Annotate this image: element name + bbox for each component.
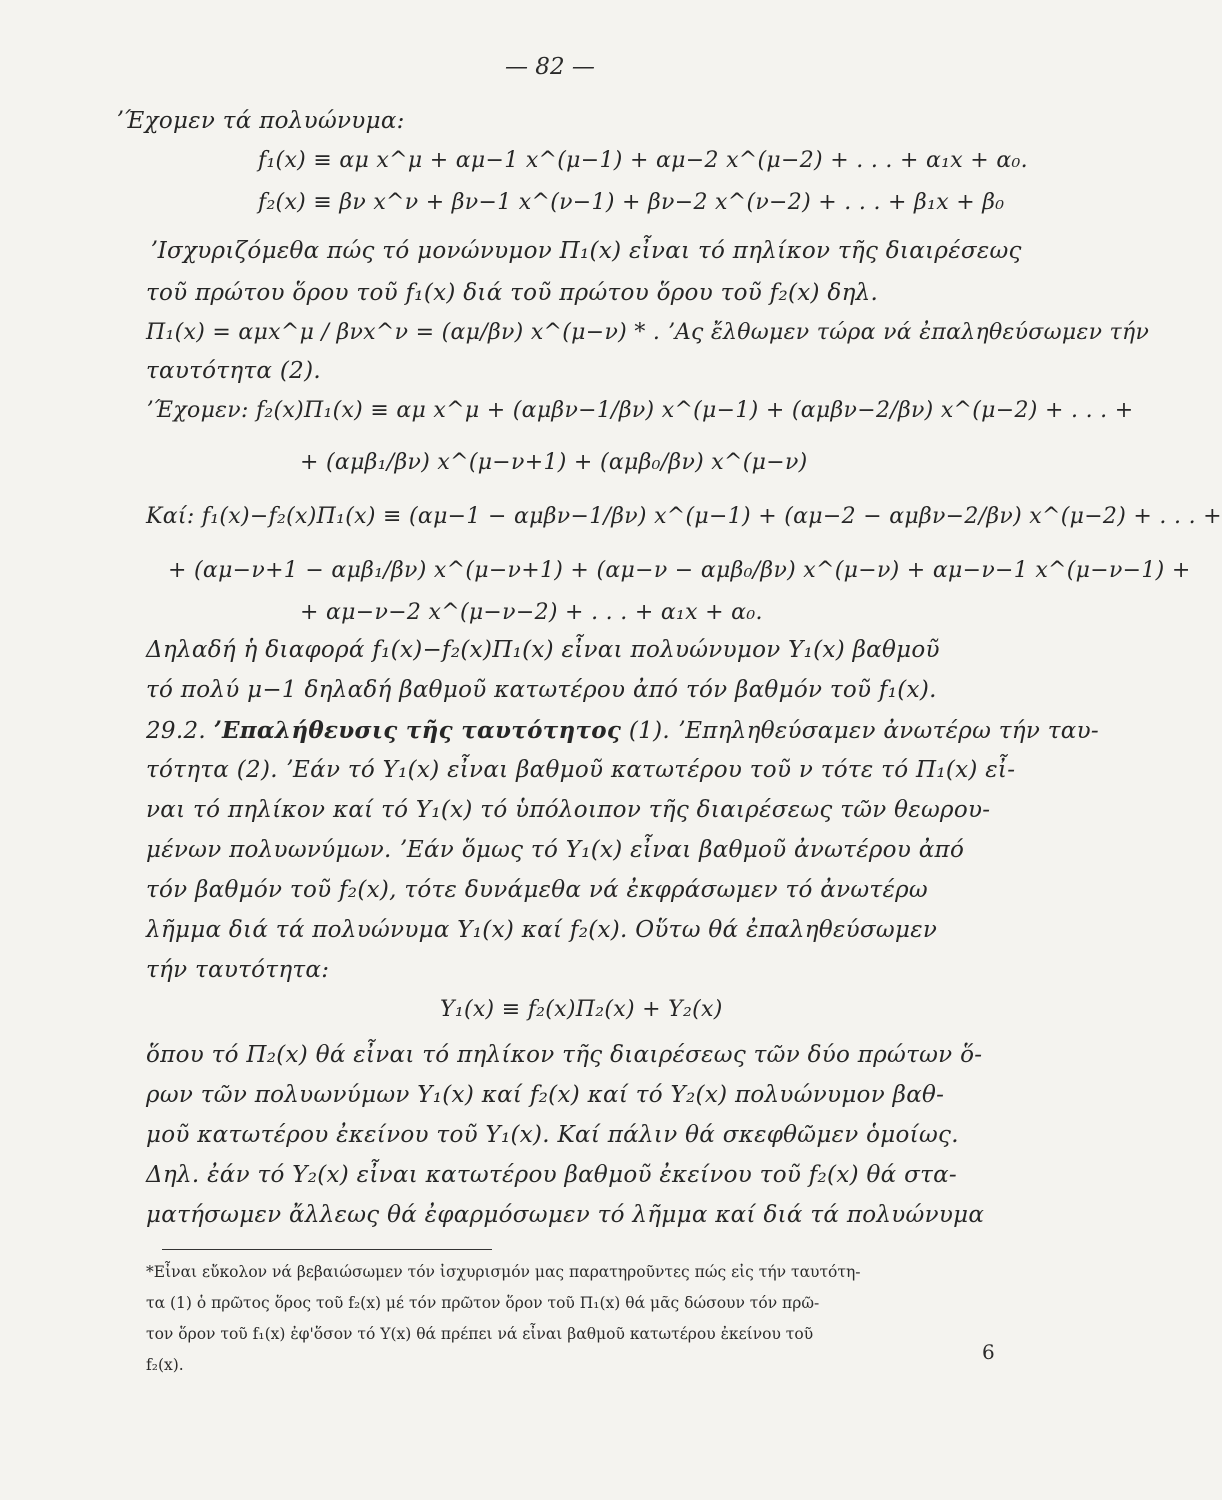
text-line-21: τήν ταυτότητα: <box>146 957 330 983</box>
equation-pi1: Π₁(x) = αμx^μ / βνx^ν = (αμ/βν) x^(μ−ν) * . ʼΑς ἔλθωμεν τώρα νά ἐπαληθεύσωμεν τήν <box>146 320 1150 345</box>
section-number: 29.2. <box>146 718 207 744</box>
equation-difference-end: + αμ−ν−2 x^(μ−ν−2) + . . . + α₁x + α₀. <box>300 600 763 625</box>
text-line-7: ταυτότητα (2). <box>146 358 321 384</box>
text-line-4: ʼΙσχυριζόμεθα πώς τό μονώνυμον Π₁(x) εἶναι τό πηλίκον τῆς διαιρέσεως <box>150 238 1022 264</box>
equation-f2-pi1-cont: + (αμβ₁/βν) x^(μ−ν+1) + (αμβ₀/βν) x^(μ−ν) <box>300 450 808 475</box>
equation-f2: f₂(x) ≡ βν x^ν + βν−1 x^(ν−1) + βν−2 x^(ν−2) + . . . + β₁x + β₀ <box>258 190 1005 215</box>
text-line-13: Δηλαδή ἡ διαφορά f₁(x)−f₂(x)Π₁(x) εἶναι πολυώνυμον Υ₁(x) βαθμοῦ <box>146 637 940 663</box>
text-line-18: μένων πολυωνύμων. ʼΕάν ὅμως τό Υ₁(x) εἶναι βαθμοῦ ἀνωτέρου ἀπό <box>146 837 965 863</box>
equation-f1: f₁(x) ≡ αμ x^μ + αμ−1 x^(μ−1) + αμ−2 x^(μ−2) + . . . + α₁x + α₀. <box>258 148 1028 173</box>
text-line-20: λῆμμα διά τά πολυώνυμα Υ₁(x) καί f₂(x). Οὕτω θά ἐπαληθεύσωμεν <box>146 917 938 943</box>
equation-difference: Καί: f₁(x)−f₂(x)Π₁(x) ≡ (αμ−1 − αμβν−1/βν) x^(μ−1) + (αμ−2 − αμβν−2/βν) x^(μ−2) + . . . + <box>146 504 1222 529</box>
footnote-line-4: f₂(x). <box>146 1356 184 1374</box>
text-line-16: τότητα (2). ʼΕάν τό Υ₁(x) εἶναι βαθμοῦ κατωτέρου τοῦ ν τότε τό Π₁(x) εἶ- <box>146 757 1016 783</box>
text-line-19: τόν βαθμόν τοῦ f₂(x), τότε δυνάμεθα νά ἐκφράσωμεν τό ἀνωτέρω <box>146 877 928 903</box>
text-line-27: ματήσωμεν ἄλλεως θά ἐφαρμόσωμεν τό λῆμμα καί διά τά πολυώνυμα <box>146 1202 985 1228</box>
footnote-line-3: τον ὅρον τοῦ f₁(x) ἐφ'ὅσον τό Υ(x) θά πρέπει νά εἶναι βαθμοῦ κατωτέρου ἐκείνου τοῦ <box>146 1325 814 1343</box>
footnote-line-1: *Εἶναι εὔκολον νά βεβαιώσωμεν τόν ἰσχυρισμόν μας παρατηροῦντες πώς εἰς τήν ταυτότη- <box>146 1263 861 1281</box>
equation-difference-cont: + (αμ−ν+1 − αμβ₁/βν) x^(μ−ν+1) + (αμ−ν − αμβ₀/βν) x^(μ−ν) + αμ−ν−1 x^(μ−ν−1) + <box>168 558 1191 583</box>
text-line-26: Δηλ. ἐάν τό Υ₂(x) εἶναι κατωτέρου βαθμοῦ ἐκείνου τοῦ f₂(x) θά στα- <box>146 1162 958 1188</box>
page-number: — 82 — <box>505 54 595 80</box>
section-heading: ʼΕπαλήθευσις τῆς ταυτότητος <box>213 717 622 744</box>
text-line-1: ʼΈχομεν τά πολυώνυμα: <box>116 108 405 134</box>
text-line-24: ρων τῶν πολυωνύμων Υ₁(x) καί f₂(x) καί τό Υ₂(x) πολυώνυμον βαθ- <box>146 1082 945 1108</box>
text-line-17: ναι τό πηλίκον καί τό Υ₁(x) τό ὑπόλοιπον τῆς διαιρέσεως τῶν θεωρου- <box>146 797 991 823</box>
text-line-5: τοῦ πρώτου ὅρου τοῦ f₁(x) διά τοῦ πρώτου ὅρου τοῦ f₂(x) δηλ. <box>146 280 879 306</box>
footnote-divider <box>162 1249 492 1250</box>
text-line-14: τό πολύ μ−1 δηλαδή βαθμοῦ κατωτέρου ἀπό τόν βαθμόν τοῦ f₁(x). <box>146 677 937 703</box>
text-line-23: ὅπου τό Π₂(x) θά εἶναι τό πηλίκον τῆς διαιρέσεως τῶν δύο πρώτων ὅ- <box>146 1042 983 1068</box>
section-heading-rest: (1). ʼΕπηληθεύσαμεν ἀνωτέρω τήν ταυ- <box>628 718 1099 744</box>
equation-f2-pi1: ʼΈχομεν: f₂(x)Π₁(x) ≡ αμ x^μ + (αμβν−1/βν) x^(μ−1) + (αμβν−2/βν) x^(μ−2) + . . . + <box>146 398 1134 423</box>
section-heading-line <box>146 717 1099 744</box>
text-line-25: μοῦ κατωτέρου ἐκείνου τοῦ Υ₁(x). Καί πάλιν θά σκεφθῶμεν ὁμοίως. <box>146 1122 959 1148</box>
signature-mark: 6 <box>982 1340 995 1364</box>
footnote-line-2: τα (1) ὁ πρῶτος ὅρος τοῦ f₂(x) μέ τόν πρῶτον ὅρον τοῦ Π₁(x) θά μᾶς δώσουν τόν πρῶ- <box>146 1294 820 1312</box>
equation-y1: Υ₁(x) ≡ f₂(x)Π₂(x) + Υ₂(x) <box>440 997 723 1022</box>
